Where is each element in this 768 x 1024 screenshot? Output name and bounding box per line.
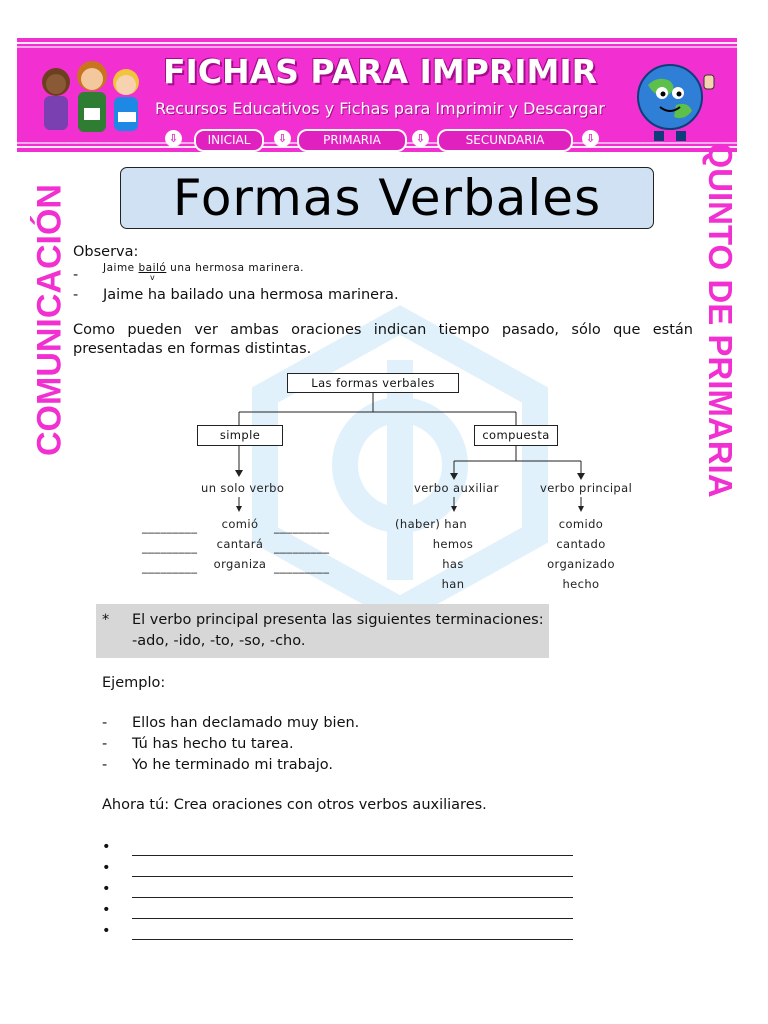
arrow-down-icon: ⇩ <box>274 130 291 147</box>
diagram-root: Las formas verbales <box>287 373 459 393</box>
bullet-dot: • <box>102 902 111 918</box>
level-primaria[interactable]: PRIMARIA <box>297 129 407 152</box>
principal-word: cantado <box>556 537 606 551</box>
diagram-compuesta: compuesta <box>474 425 558 446</box>
bullet-dot: • <box>102 860 111 876</box>
level-inicial[interactable]: INICIAL <box>194 129 264 152</box>
verb-mark: v <box>150 273 156 282</box>
label-verbo-auxiliar: verbo auxiliar <box>414 481 499 495</box>
blank-line: _________ <box>274 540 330 554</box>
principal-word: hecho <box>562 577 600 591</box>
page-title: Formas Verbales <box>172 169 602 227</box>
example-item: Tú has hecho tu tarea. <box>132 736 294 752</box>
bullet-dash: - <box>73 287 79 303</box>
bullet-dot: • <box>102 923 111 939</box>
label-un-solo-verbo: un solo verbo <box>201 481 285 495</box>
arrow-down-icon: ⇩ <box>582 130 599 147</box>
ejemplo-label: Ejemplo: <box>102 675 166 691</box>
observa-label: Observa: <box>73 244 139 260</box>
bullet-dash: - <box>73 267 79 283</box>
answer-line[interactable] <box>132 939 573 940</box>
answer-line[interactable] <box>132 876 573 877</box>
site-title: FICHAS PARA IMPRIMIR <box>162 52 598 91</box>
auxiliar-word: hemos <box>432 537 474 551</box>
example-item: Yo he terminado mi trabajo. <box>132 757 333 773</box>
note-line-1: El verbo principal presenta las siguientes terminaciones: <box>132 612 544 628</box>
principal-word: comido <box>558 517 604 531</box>
explanation-paragraph: Como pueden ver ambas oraciones indican tiempo pasado, sólo que están presentadas en formas distintas. <box>73 322 693 357</box>
example-sentence-2: Jaime ha bailado una hermosa marinera. <box>103 287 399 303</box>
grade-label: QUINTO DE PRIMARIA <box>702 142 739 498</box>
label-verbo-principal: verbo principal <box>540 481 633 495</box>
site-subtitle: Recursos Educativos y Fichas para Imprimir y Descargar <box>154 99 605 118</box>
example-sentence-1: Jaime bailó una hermosa marinera. <box>103 262 305 274</box>
level-secundaria[interactable]: SECUNDARIA <box>437 129 573 152</box>
auxiliar-word: han <box>441 577 465 591</box>
auxiliar-word: has <box>442 557 464 571</box>
blank-line: _________ <box>142 560 198 574</box>
simple-word: organiza <box>213 557 267 571</box>
answer-line[interactable] <box>132 918 573 919</box>
bullet-dash: - <box>102 715 108 731</box>
note-line-2: -ado, -ido, -to, -so, -cho. <box>132 633 306 649</box>
note-star: * <box>102 612 110 628</box>
bullet-dot: • <box>102 839 111 855</box>
arrow-down-icon: ⇩ <box>412 130 429 147</box>
principal-word: organizado <box>547 557 615 571</box>
blank-line: _________ <box>274 560 330 574</box>
simple-word: cantará <box>216 537 264 551</box>
arrow-down-icon: ⇩ <box>165 130 182 147</box>
blank-line: _________ <box>142 520 198 534</box>
bullet-dash: - <box>102 757 108 773</box>
subject-label: COMUNICACIÓN <box>30 184 69 456</box>
simple-word: comió <box>221 517 259 531</box>
example-item: Ellos han declamado muy bien. <box>132 715 360 731</box>
diagram-simple: simple <box>197 425 283 446</box>
bullet-dash: - <box>102 736 108 752</box>
answer-line[interactable] <box>132 855 573 856</box>
answer-line[interactable] <box>132 897 573 898</box>
blank-line: _________ <box>274 520 330 534</box>
bullet-dot: • <box>102 881 111 897</box>
activity-prompt: Ahora tú: Crea oraciones con otros verbos auxiliares. <box>102 797 487 813</box>
auxiliar-word: (haber) han <box>395 517 468 531</box>
underlined-verb: bailó <box>138 262 167 274</box>
blank-line: _________ <box>142 540 198 554</box>
